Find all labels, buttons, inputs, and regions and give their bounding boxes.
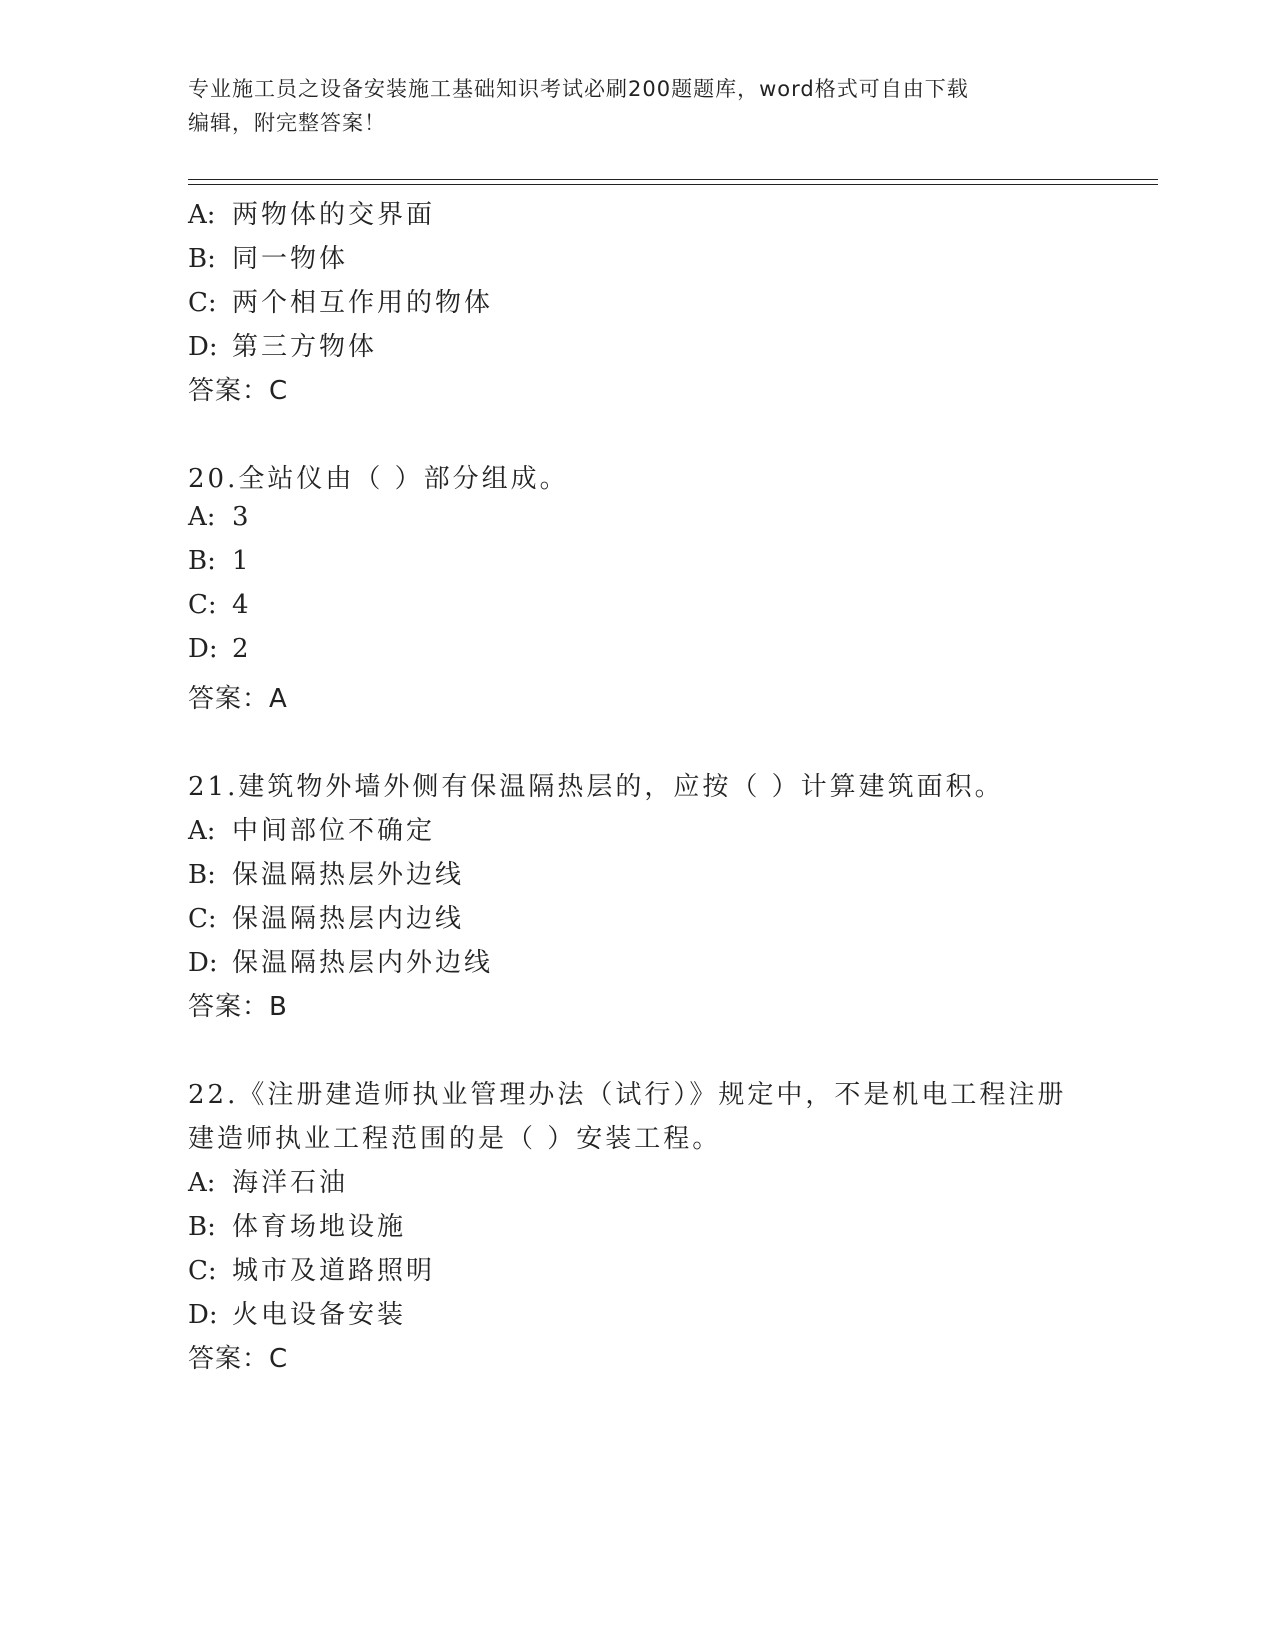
option-letter: B:: [188, 546, 216, 576]
q20-option-a: [188, 502, 252, 532]
option-text: 保温隔热层内外边线: [232, 948, 494, 978]
q20-option-b: [188, 546, 252, 576]
option-letter: B:: [188, 244, 216, 274]
option-text: 两个相互作用的物体: [232, 288, 494, 318]
document-header: [188, 72, 1088, 140]
q22-option-a: [188, 1162, 348, 1199]
header-divider-bottom: [188, 184, 1158, 185]
q20-answer: 答案：A: [188, 684, 288, 714]
q21-option-d: [188, 942, 493, 979]
option-text: 保温隔热层内边线: [232, 904, 465, 934]
header-line-2: 编辑，附完整答案！: [188, 111, 386, 135]
q21-answer: 答案：B: [188, 992, 288, 1022]
option-text: 体育场地设施: [232, 1212, 407, 1242]
q22-question-line-2: 建造师执业工程范围的是（ ）安装工程。: [188, 1124, 722, 1154]
option-text: 城市及道路照明: [232, 1256, 436, 1286]
option-text: 同一物体: [232, 244, 349, 274]
option-text: 保温隔热层外边线: [232, 860, 465, 890]
q21-question: 21.建筑物外墙外侧有保温隔热层的，应按（ ）计算建筑面积。: [188, 772, 1004, 802]
option-letter: A:: [188, 816, 216, 846]
option-text: 火电设备安装: [232, 1300, 407, 1330]
q19-option-c: [188, 282, 493, 319]
q20-option-d: [188, 634, 252, 664]
option-letter: D:: [188, 1300, 218, 1330]
option-text: 2: [232, 634, 252, 664]
q19-option-b: [188, 238, 348, 275]
option-text: 第三方物体: [232, 332, 378, 362]
option-text: 中间部位不确定: [232, 816, 436, 846]
option-text: 两物体的交界面: [232, 200, 436, 230]
q20-option-c: [188, 590, 252, 620]
q19-option-d: [188, 326, 377, 363]
option-letter: D:: [188, 634, 218, 664]
option-letter: A:: [188, 200, 216, 230]
option-letter: C:: [188, 904, 217, 934]
header-line-1: 专业施工员之设备安装施工基础知识考试必刷200题题库，word格式可自由下载: [188, 77, 969, 101]
option-text: 海洋石油: [232, 1168, 349, 1198]
header-divider-top: [188, 179, 1158, 180]
q21-option-a: [188, 810, 435, 847]
q21-option-b: [188, 854, 464, 891]
q21-option-c: [188, 898, 464, 935]
q22-option-b: [188, 1206, 406, 1243]
q22-answer: 答案：C: [188, 1344, 289, 1374]
q19-option-a: [188, 194, 435, 231]
option-letter: C:: [188, 1256, 217, 1286]
q22-option-d: [188, 1294, 406, 1331]
option-letter: C:: [188, 288, 217, 318]
option-letter: B:: [188, 860, 216, 890]
option-letter: D:: [188, 948, 218, 978]
option-letter: A:: [188, 1168, 216, 1198]
option-text: 1: [232, 546, 252, 576]
option-letter: B:: [188, 1212, 216, 1242]
option-text: 4: [232, 590, 252, 620]
option-letter: C:: [188, 590, 217, 620]
q22-option-c: [188, 1250, 435, 1287]
q20-question: 20.全站仪由（ ）部分组成。: [188, 464, 569, 494]
option-letter: D:: [188, 332, 218, 362]
option-text: 3: [232, 502, 252, 532]
q19-answer: 答案：C: [188, 376, 289, 406]
q22-question-line-1: 22.《注册建造师执业管理办法（试行）》规定中，不是机电工程注册: [188, 1080, 1067, 1110]
option-letter: A:: [188, 502, 216, 532]
